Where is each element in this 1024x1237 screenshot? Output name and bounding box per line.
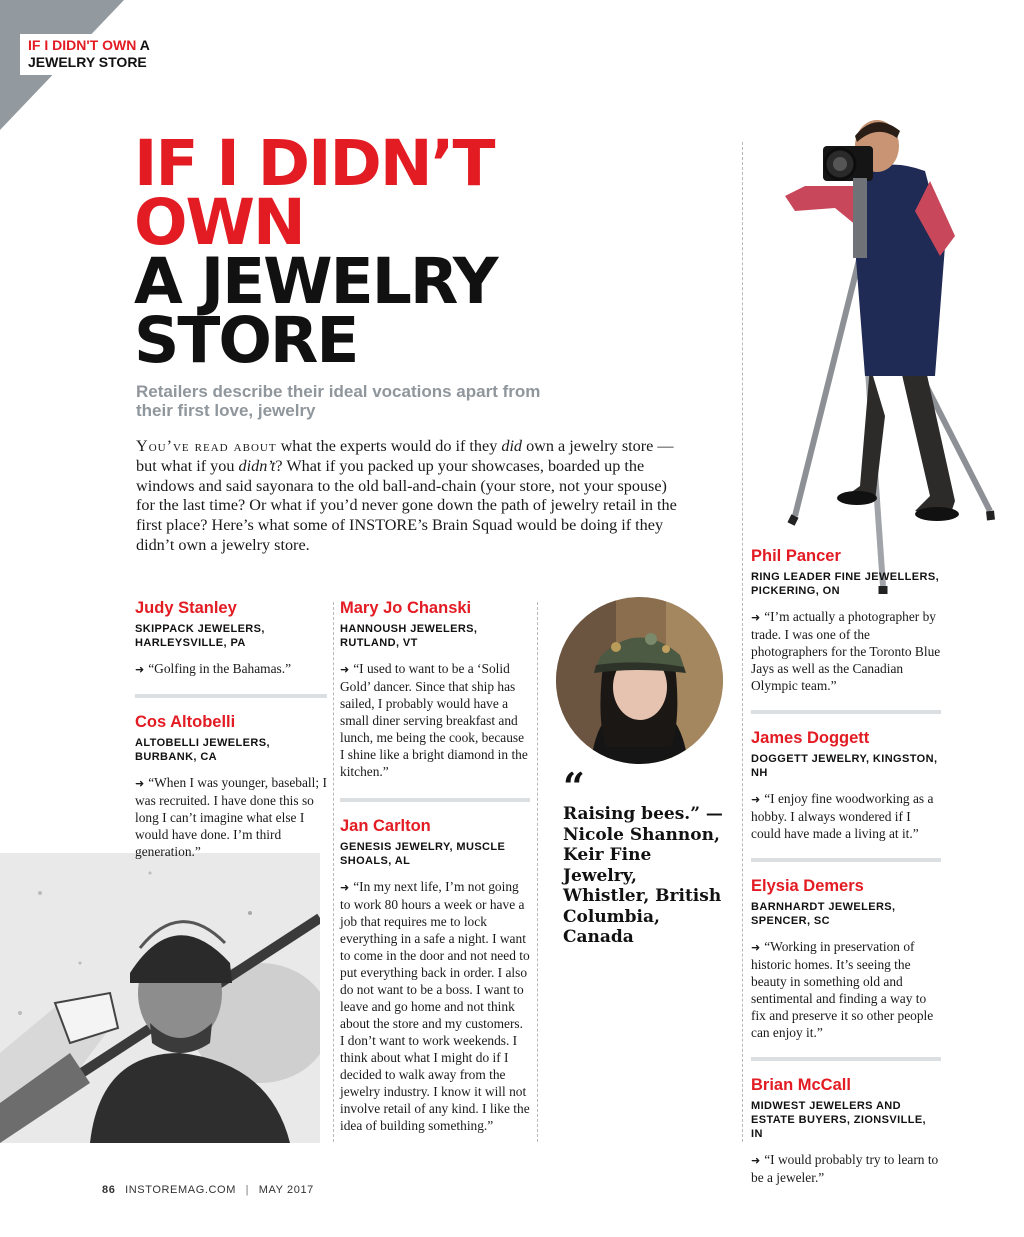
entry-business: DOGGETT JEWELRY, KINGSTON, NH xyxy=(751,753,938,779)
arrow-icon: ➜ xyxy=(340,663,350,676)
title-line-1: IF I DIDN’T xyxy=(134,127,494,200)
entry-quote xyxy=(751,938,941,1041)
nicole-shannon-portrait xyxy=(556,597,723,764)
intro-text-2: own a jewelry store — but what if you xyxy=(136,437,674,475)
title-line-3: A JEWELRY xyxy=(134,245,497,318)
subtitle-deck: Retailers describe their ideal vocations apart from their first love, jewelry xyxy=(136,382,541,420)
arrow-icon: ➜ xyxy=(751,793,761,806)
entry-quote-text: “Golfing in the Bahamas.” xyxy=(148,661,292,676)
entry-quote xyxy=(751,608,941,694)
entry-name: Jan Carlton xyxy=(340,817,431,835)
footer-site: INSTOREMAG.COM xyxy=(125,1184,236,1196)
entry-elysia-demers xyxy=(751,876,941,1041)
section-tag xyxy=(20,34,158,75)
entry-quote-text: “In my next life, I’m not going to work 80 hours a week or have a job that requires me to lock everything in a safe a night. I want to come in the door and not need to put everything back in order. I also do not want to be a boss. I want to leave and go home and not think about the store and my customers. I don’t want to work weekends. I think about what I might do if I decided to walk away from the jewelry industry. I know it will not involve retail of any kind. I like the idea of building something.” xyxy=(340,879,530,1133)
entry-james-doggett xyxy=(751,728,941,842)
column-4 xyxy=(751,546,941,1186)
entry-name: James Doggett xyxy=(751,729,870,747)
baseball-player-photo xyxy=(0,853,320,1143)
arrow-icon: ➜ xyxy=(340,881,350,894)
entry-mary-jo-chanski xyxy=(340,598,530,780)
entry-judy-stanley xyxy=(135,598,327,678)
column-divider xyxy=(333,602,334,1142)
entry-business: SKIPPACK JEWELERS, HARLEYSVILLE, PA xyxy=(135,623,265,649)
section-tag-red: IF I DIDN'T OWN xyxy=(28,37,137,53)
entry-name: Phil Pancer xyxy=(751,547,841,565)
intro-lead: You’ve read about xyxy=(136,437,277,455)
divider xyxy=(751,710,941,714)
entry-business: BARNHARDT JEWELERS, SPENCER, SC xyxy=(751,901,896,927)
entry-business: ALTOBELLI JEWELERS, BURBANK, CA xyxy=(135,737,270,763)
pull-quote xyxy=(563,764,723,948)
title-line-4: STORE xyxy=(134,304,358,377)
entry-name: Judy Stanley xyxy=(135,599,237,617)
entry-quote xyxy=(340,878,530,1134)
arrow-icon: ➜ xyxy=(135,777,145,790)
arrow-icon: ➜ xyxy=(751,611,761,624)
entry-phil-pancer xyxy=(751,546,941,694)
divider xyxy=(135,694,327,698)
entry-name: Cos Altobelli xyxy=(135,713,236,731)
column-1 xyxy=(135,598,327,860)
intro-text-3: ? What if you packed up your showcases, boarded up the windows and said sayonara to the old ball-and-chain (your store, not your spouse) for the last time? Or what if you’d never gone down the path of jewelry retail in the first place? Here’s what some of INSTORE’s Brain Squad would be doing if they didn’t own a jewelry store. xyxy=(136,456,677,554)
entry-jan-carlton xyxy=(340,816,530,1134)
entry-business: MIDWEST JEWELERS AND ESTATE BUYERS, ZIONSVILLE, IN xyxy=(751,1100,927,1140)
column-divider xyxy=(742,142,743,1142)
arrow-icon: ➜ xyxy=(135,663,145,676)
footer-date: MAY 2017 xyxy=(258,1184,314,1196)
entry-quote xyxy=(340,660,530,780)
entry-name: Mary Jo Chanski xyxy=(340,599,472,617)
entry-quote xyxy=(135,774,327,860)
entry-quote xyxy=(135,660,327,678)
section-tag-line2: JEWELRY STORE xyxy=(28,54,147,70)
intro-emphasis-2: didn’t xyxy=(238,456,276,475)
pull-quote-text: Raising bees.” — Nicole Shannon, Keir Fine Jewelry, Whistler, British Columbia, Canada xyxy=(563,804,723,947)
entry-business: GENESIS JEWELRY, MUSCLE SHOALS, AL xyxy=(340,841,506,867)
divider xyxy=(751,1057,941,1061)
intro-paragraph xyxy=(136,437,681,556)
intro-text-1: what the experts would do if they xyxy=(276,437,502,455)
divider xyxy=(751,858,941,862)
intro-emphasis-1: did xyxy=(501,437,523,455)
entry-quote-text: “I enjoy fine woodworking as a hobby. I always wondered if I could have made a living at it.” xyxy=(751,791,934,841)
entry-name: Elysia Demers xyxy=(751,877,864,895)
entry-business: HANNOUSH JEWELERS, RUTLAND, VT xyxy=(340,623,478,649)
entry-name: Brian McCall xyxy=(751,1076,851,1094)
arrow-icon: ➜ xyxy=(751,1154,761,1167)
photographer-photo xyxy=(765,116,995,606)
entry-quote-text: “When I was younger, baseball; I was recruited. I have done this so long I can’t imagine what else I would have done. I’m third generation.” xyxy=(135,775,327,859)
entry-brian-mccall xyxy=(751,1075,941,1186)
entry-quote-text: “Working in preservation of historic homes. It’s seeing the beauty in something old and sentimental and finding a way to fix and preserve it so other people can enjoy it.” xyxy=(751,939,934,1040)
page-number: 86 xyxy=(102,1184,116,1196)
divider xyxy=(340,798,530,802)
entry-quote-text: “I used to want to be a ‘Solid Gold’ dancer. Since that ship has sailed, I probably would have a small diner serving breakfast and lunch, me being the cook, because I shine like a bright diamond in the kitchen.” xyxy=(340,661,528,779)
page-title xyxy=(134,127,497,377)
entry-quote xyxy=(751,1151,941,1186)
entry-quote-text: “I would probably try to learn to be a jeweler.” xyxy=(751,1152,939,1185)
column-2 xyxy=(340,598,530,1134)
column-divider xyxy=(537,602,538,1142)
arrow-icon: ➜ xyxy=(751,941,761,954)
entry-cos-altobelli xyxy=(135,712,327,860)
entry-quote xyxy=(751,790,941,842)
title-line-2: OWN xyxy=(134,186,304,259)
footer-separator: | xyxy=(245,1184,250,1196)
quote-mark-icon: “ xyxy=(563,764,582,809)
entry-quote-text: “I’m actually a photographer by trade. I was one of the photographers for the Toronto Blue Jays as well as the Canadian Olympic team.” xyxy=(751,609,941,693)
entry-business: RING LEADER FINE JEWELLERS, PICKERING, ON xyxy=(751,571,940,597)
section-tag-rest: A xyxy=(139,37,150,53)
page-footer xyxy=(102,1184,314,1196)
